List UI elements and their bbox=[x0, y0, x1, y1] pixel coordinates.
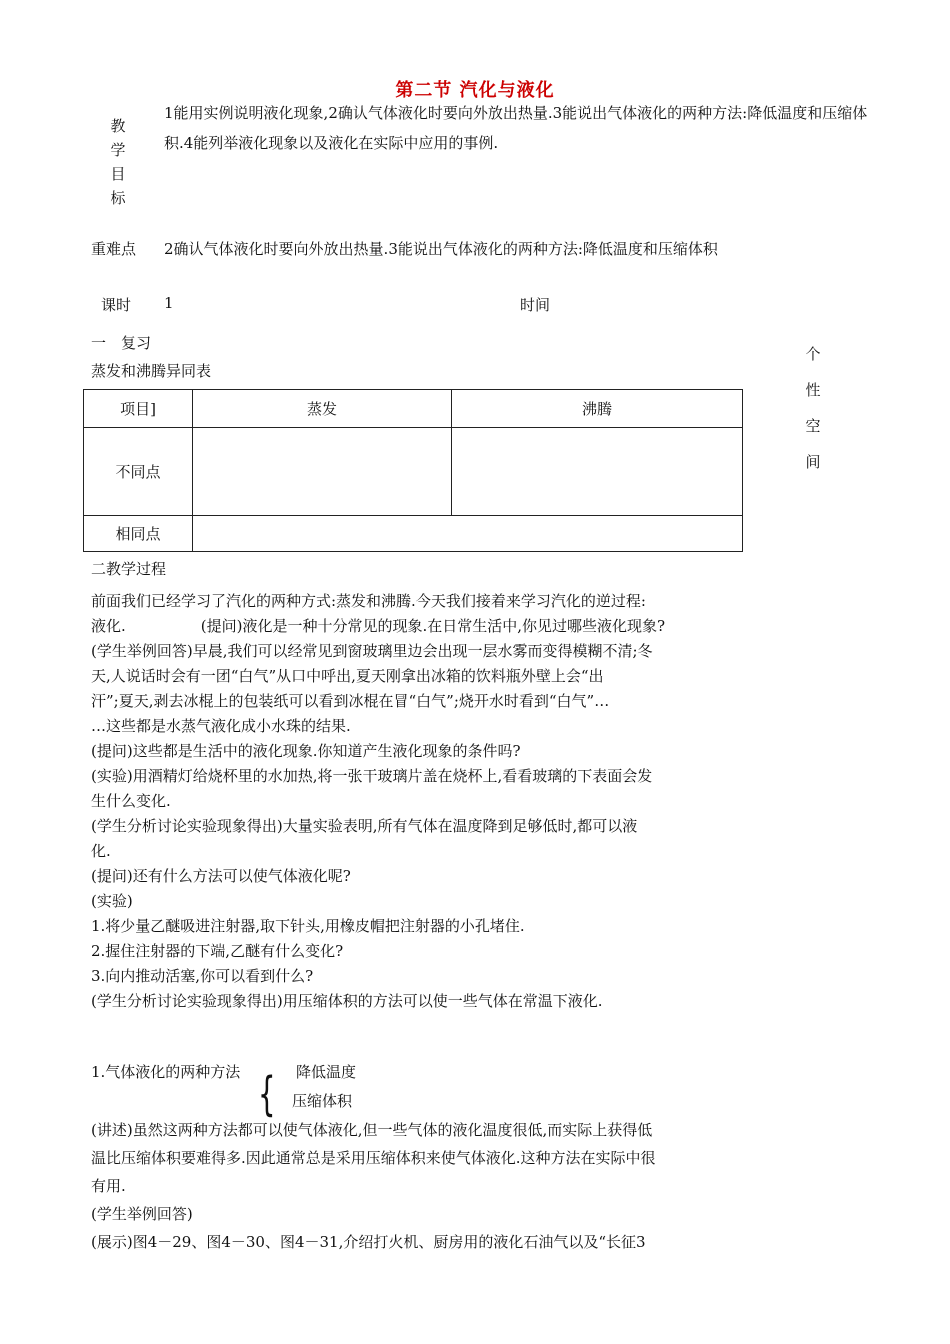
body-line: (学生分析讨论实验现象得出)大量实验表明,所有气体在温度降到足够低时,都可以液 bbox=[91, 817, 638, 835]
body-line: 2.握住注射器的下端,乙醚有什么变化? bbox=[91, 942, 344, 960]
body-line: 温比压缩体积要难得多.因此通常总是采用压缩体积来使气体液化.这种方法在实际中很 bbox=[91, 1149, 656, 1167]
table-header-row bbox=[84, 390, 743, 428]
body-line: (实验) bbox=[91, 892, 133, 910]
table-row bbox=[84, 428, 743, 516]
header-cell: 蒸发 bbox=[193, 390, 452, 428]
key-points-text: 2确认气体液化时要向外放出热量.3能说出气体液化的两种方法:降低温度和压缩体积 bbox=[164, 240, 718, 258]
body-line: 有用. bbox=[91, 1177, 126, 1195]
body-line: 3.向内推动活塞,你可以看到什么? bbox=[91, 967, 314, 985]
goals-label-char: 目 bbox=[110, 165, 126, 183]
body-line: 生什么变化. bbox=[91, 792, 171, 810]
header-cell: 项目] bbox=[84, 390, 193, 428]
goals-label-char: 学 bbox=[110, 141, 126, 159]
goals-label-char: 教 bbox=[110, 117, 126, 135]
curly-brace-icon: { bbox=[258, 1067, 276, 1121]
comparison-table bbox=[83, 389, 743, 552]
time-label: 时间 bbox=[520, 296, 551, 314]
method-item-2: 压缩体积 bbox=[292, 1092, 353, 1110]
body-line: (学生举例回答)早晨,我们可以经常见到窗玻璃里边会出现一层水雾而变得模糊不清;冬 bbox=[91, 642, 653, 660]
body-line: 前面我们已经学习了汽化的两种方式:蒸发和沸腾.今天我们接着来学习汽化的逆过程: bbox=[91, 592, 646, 610]
lesson-value: 1 bbox=[164, 294, 174, 312]
goals-text: 1能用实例说明液化现象,2确认气体液化时要向外放出热量.3能说出气体液化的两种方法:降低温度和压缩体积.4能列举液化现象以及液化在实际中应用的事例. bbox=[164, 104, 868, 152]
body-line: 化. bbox=[91, 842, 111, 860]
methods-lead: 1.气体液化的两种方法 bbox=[91, 1063, 241, 1081]
method-item-1: 降低温度 bbox=[296, 1063, 357, 1081]
lesson-label: 课时 bbox=[101, 296, 132, 314]
body-line: (讲述)虽然这两种方法都可以使气体液化,但一些气体的液化温度很低,而实际上获得低 bbox=[91, 1121, 653, 1139]
side-note-char: 空 bbox=[805, 417, 821, 435]
page-title: 第二节 汽化与液化 bbox=[395, 80, 555, 101]
side-note bbox=[803, 336, 823, 480]
body-line: 汗”;夏天,剥去冰棍上的包装纸可以看到冰棍在冒“白气”;烧开水时看到“白气”… bbox=[91, 692, 610, 710]
body-line: (实验)用酒精灯给烧杯里的水加热,将一张干玻璃片盖在烧杯上,看看玻璃的下表面会发 bbox=[91, 767, 653, 785]
key-points-label: 重难点 bbox=[91, 240, 137, 258]
body-line: (展示)图4－29、图4－30、图4－31,介绍打火机、厨房用的液化石油气以及“长征3 bbox=[91, 1233, 646, 1251]
table-cell bbox=[452, 428, 743, 516]
side-note-char: 性 bbox=[805, 381, 821, 399]
body-line: …这些都是水蒸气液化成小水珠的结果. bbox=[91, 717, 351, 735]
table-cell bbox=[193, 516, 743, 552]
body-line: (学生举例回答) bbox=[91, 1205, 193, 1223]
table-caption: 蒸发和沸腾异同表 bbox=[91, 362, 212, 380]
process-heading: 二教学过程 bbox=[91, 560, 167, 578]
body-line: (提问)还有什么方法可以使气体液化呢? bbox=[91, 867, 351, 885]
process-body bbox=[91, 589, 741, 1014]
row-label-diff: 不同点 bbox=[84, 428, 193, 516]
side-note-char: 间 bbox=[805, 453, 821, 471]
goals-label-char: 标 bbox=[110, 189, 126, 207]
body-line: 液化. (提问)液化是一种十分常见的现象.在日常生活中,你见过哪些液化现象? bbox=[91, 617, 666, 635]
body-line: 天,人说话时会有一团“白气”从口中呼出,夏天刚拿出冰箱的饮料瓶外壁上会“出 bbox=[91, 667, 604, 685]
body-line: (提问)这些都是生活中的液化现象.你知道产生液化现象的条件吗? bbox=[91, 742, 521, 760]
body-line: 1.将少量乙醚吸进注射器,取下针头,用橡皮帽把注射器的小孔堵住. bbox=[91, 917, 525, 935]
side-note-char: 个 bbox=[805, 345, 821, 363]
table-cell bbox=[193, 428, 452, 516]
body-line: (学生分析讨论实验现象得出)用压缩体积的方法可以使一些气体在常温下液化. bbox=[91, 992, 603, 1010]
review-heading: 一 复习 bbox=[91, 334, 152, 352]
row-label-same: 相同点 bbox=[84, 516, 193, 552]
table-row bbox=[84, 516, 743, 552]
process-body-2 bbox=[91, 1116, 741, 1256]
goals-label bbox=[108, 114, 128, 210]
header-cell: 沸腾 bbox=[452, 390, 743, 428]
